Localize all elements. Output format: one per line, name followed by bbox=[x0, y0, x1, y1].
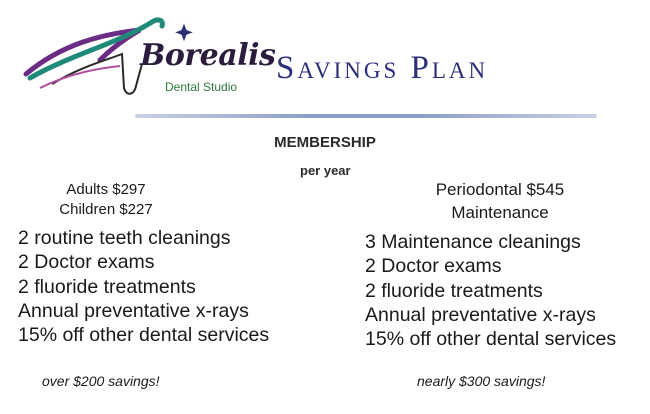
standard-plan bbox=[18, 180, 308, 347]
list-item: 2 fluoride treatments bbox=[18, 275, 196, 298]
brand-logo bbox=[22, 14, 276, 104]
brand-subtitle: Dental Studio bbox=[165, 80, 238, 94]
perio-price: Periodontal $545 bbox=[435, 180, 565, 199]
list-item: 15% off other dental services bbox=[18, 324, 270, 347]
membership-period: per year bbox=[300, 163, 351, 178]
perio-label: Maintenance bbox=[451, 203, 549, 222]
divider bbox=[135, 114, 597, 118]
standard-savings: over $200 savings! bbox=[42, 373, 160, 389]
standard-features bbox=[18, 226, 308, 347]
perio-prices bbox=[365, 178, 635, 224]
list-item: 2 routine teeth cleanings bbox=[18, 227, 231, 249]
perio-savings: nearly $300 savings! bbox=[417, 373, 546, 389]
list-item: 15% off other dental services bbox=[365, 328, 617, 351]
perio-plan bbox=[365, 178, 645, 351]
list-item: 2 Doctor exams bbox=[18, 251, 155, 274]
brand-name: Borealis bbox=[140, 38, 276, 73]
list-item: 2 Doctor exams bbox=[365, 255, 502, 278]
list-item: Annual preventative x-rays bbox=[18, 299, 249, 322]
membership-heading: MEMBERSHIP bbox=[274, 134, 376, 151]
list-item: Annual preventative x-rays bbox=[365, 303, 596, 326]
child-price: Children $227 bbox=[59, 201, 153, 218]
standard-prices bbox=[26, 180, 186, 220]
adult-price: Adults $297 bbox=[66, 181, 146, 198]
page-title: Savings Plan bbox=[276, 50, 489, 86]
list-item: 3 Maintenance cleanings bbox=[365, 231, 581, 253]
perio-features bbox=[365, 230, 645, 351]
list-item: 2 fluoride treatments bbox=[365, 279, 543, 302]
